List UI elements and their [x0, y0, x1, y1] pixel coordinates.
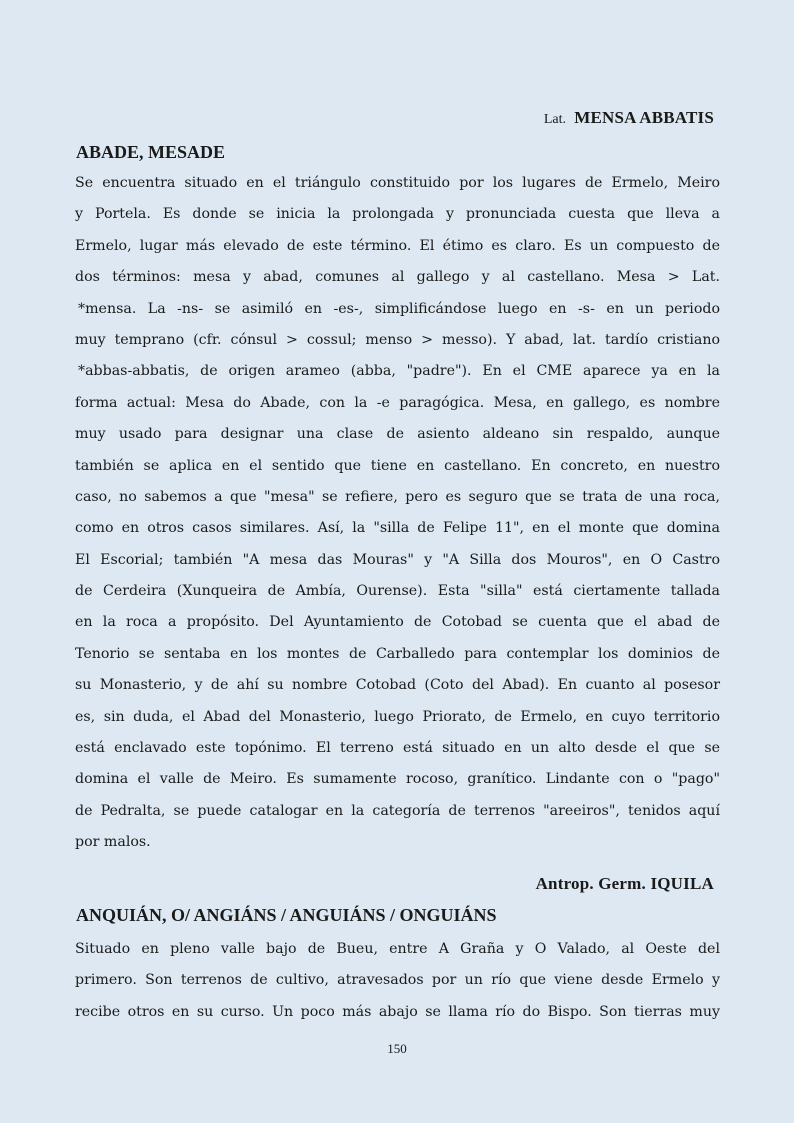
body-line: muy usado para designar una clase de asiento aldeano sin respaldo, aunque — [75, 426, 720, 443]
body-line: domina el valle de Meiro. Es sumamente rocoso, granítico. Lindante con o "pago" — [75, 771, 720, 788]
body-line: recibe otros en su curso. Un poco más abajo se llama río do Bispo. Son tierras muy — [75, 1003, 720, 1020]
etymology-line — [544, 108, 714, 128]
body-line: su Monasterio, y de ahí su nombre Cotobad (Coto del Abad). En cuanto al posesor — [75, 677, 720, 694]
body-line: de Pedralta, se puede catalogar en la categoría de terrenos "areeiros", tenidos aquí — [75, 802, 720, 819]
body-line: y Portela. Es donde se inicia la prolongada y pronunciada cuesta que lleva a — [75, 206, 720, 223]
body-line: forma actual: Mesa do Abade, con la -e paragógica. Mesa, en gallego, es nombre — [75, 394, 720, 411]
page-number: 150 — [387, 1041, 407, 1056]
body-line: *abbas-abbatis, de origen arameo (abba, "padre"). En el CME aparece ya en la — [78, 363, 720, 380]
body-line: Situado en pleno valle bajo de Bueu, entre A Graña y O Valado, al Oeste del — [75, 941, 720, 957]
etymology-word: Antrop. Germ. IQUILA — [535, 874, 714, 893]
body-line: Ermelo, lugar más elevado de este término. El étimo es claro. Es un compuesto de — [75, 237, 720, 254]
entry-body — [75, 934, 720, 1028]
entry-heading: ABADE, MESADE — [76, 142, 226, 162]
body-line: como en otros casos similares. Así, la "silla de Felipe 11", en el monte que domina — [75, 520, 720, 537]
etymology-word: MENSA ABBATIS — [574, 108, 714, 127]
body-line: *mensa. La -ns- se asimiló en -es-, simplificándose luego en -s- en un periodo — [78, 300, 720, 317]
body-line: Tenorio se sentaba en los montes de Carballedo para contemplar los dominios de — [75, 645, 720, 662]
body-line: por malos. — [75, 834, 151, 851]
body-line: en la roca a propósito. Del Ayuntamiento de Cotobad se cuenta que el abad de — [75, 614, 720, 631]
etymology-line — [536, 874, 714, 894]
body-line: también se aplica en el sentido que tiene en castellano. En concreto, en nuestro — [75, 457, 720, 474]
entry-body — [75, 168, 720, 859]
body-line: está enclavado este topónimo. El terreno está situado en un alto desde el que se — [75, 740, 720, 757]
body-line: es, sin duda, el Abad del Monasterio, luego Priorato, de Ermelo, en cuyo territorio — [75, 708, 720, 725]
body-line: El Escorial; también "A mesa das Mouras" y "A Silla dos Mouros", en O Castro — [75, 551, 720, 568]
etymology-prefix: Lat. — [543, 112, 566, 127]
body-line: de Cerdeira (Xunqueira de Ambía, Ourense). Esta "silla" está ciertamente tallada — [75, 583, 720, 600]
body-line: dos términos: mesa y abad, comunes al gallego y al castellano. Mesa > Lat. — [75, 269, 720, 286]
body-line: caso, no sabemos a que "mesa" se refiere, pero es seguro que se trata de una roca, — [75, 488, 720, 505]
body-line: muy temprano (cfr. cónsul > cossul; menso > messo). Y abad, lat. tardío cristiano — [75, 331, 720, 348]
body-line: primero. Son terrenos de cultivo, atravesados por un río que viene desde Ermelo y — [75, 972, 720, 989]
body-line: Se encuentra situado en el triángulo constituido por los lugares de Ermelo, Meiro — [75, 175, 720, 191]
entry-heading: ANQUIÁN, O/ ANGIÁNS / ANGUIÁNS / ONGUIÁNS — [76, 905, 497, 925]
